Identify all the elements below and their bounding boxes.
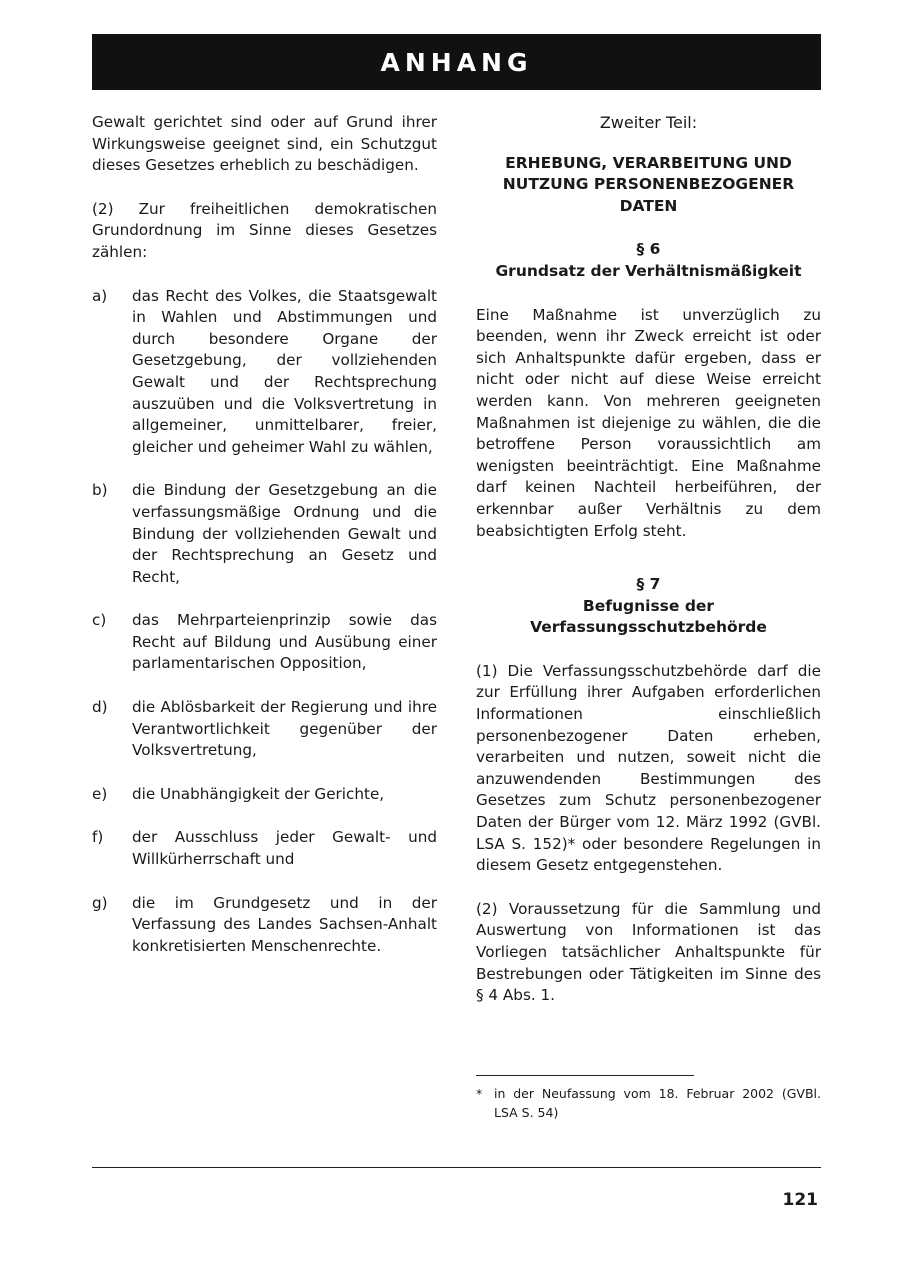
left-column <box>92 112 437 957</box>
footnote <box>476 1084 821 1122</box>
list-item-b <box>92 480 437 588</box>
section-title: Befugnisse der <box>582 596 715 615</box>
section-7-heading <box>476 574 821 639</box>
list-item-text: die Unabhängigkeit der Gerichte, <box>132 784 385 803</box>
list-item-d <box>92 697 437 762</box>
list-item-e <box>92 784 437 806</box>
section-6-heading <box>476 239 821 282</box>
section-7-paragraph-2: (2) Voraussetzung für die Sammlung und Auswertung von Informationen ist das Vorliegen tatsächlicher Anhaltspunkte für Bestrebungen oder Tätigkeiten im Sinne des § 4 Abs. 1. <box>476 899 821 1005</box>
section-title: Grundsatz der Verhältnismäßigkeit <box>495 261 802 280</box>
page-divider <box>92 1167 821 1168</box>
list-item-g <box>92 893 437 958</box>
list-item-text: die Ablösbarkeit der Regierung und ihre Verantwortlichkeit gegenüber der Volksvertretung, <box>132 698 437 760</box>
part-title: Zweiter Teil: <box>599 113 698 132</box>
list-item-label: f) <box>92 828 104 847</box>
section-number: § 6 <box>636 240 661 259</box>
footnote-divider <box>476 1075 694 1076</box>
list-item-text: die Bindung der Gesetzgebung an die verfassungsmäßige Ordnung und die Bindung der vollziehenden Gewalt und der Rechtsprechung an Gesetz und Recht, <box>132 481 437 586</box>
footnote-text: in der Neufassung vom 18. Februar 2002 (GVBl. LSA S. 54) <box>494 1086 821 1120</box>
part-heading-line: NUTZUNG PERSONENBEZOGENER <box>502 175 795 194</box>
list-item-text: das Mehrparteienprinzip sowie das Recht auf Bildung und Ausübung einer parlamentarischen Opposition, <box>132 611 437 673</box>
right-column <box>476 112 821 1007</box>
section-number: § 7 <box>636 575 661 594</box>
part-heading-line: ERHEBUNG, VERARBEITUNG UND <box>505 153 792 172</box>
list-item-text: das Recht des Volkes, die Staatsgewalt in Wahlen und Abstimmungen und durch besondere Organe der Gesetzgebung, der vollziehenden Gewalt und der Rechtsprechung auszuüben und die Volksvertretung in allgemeiner, unmittelbarer, freier, gleicher und geheimer Wahl zu wählen, <box>132 286 437 456</box>
list-item-c <box>92 610 437 675</box>
part-heading <box>476 153 821 218</box>
list-item-label: a) <box>92 286 108 305</box>
page-number: 121 <box>782 1190 818 1210</box>
paragraph-2: (2) Zur freiheitlichen demokratischen Grundordnung im Sinne dieses Gesetzes zählen: <box>92 199 437 261</box>
intro-paragraph: Gewalt gerichtet sind oder auf Grund ihrer Wirkungsweise geeignet sind, ein Schutzgut dieses Gesetzes erheblich zu beschädigen. <box>92 113 437 175</box>
footnote-marker: * <box>476 1086 483 1101</box>
list-item-label: d) <box>92 698 108 717</box>
header-title: ANHANG <box>380 47 533 77</box>
list-item-text: die im Grundgesetz und in der Verfassung des Landes Sachsen-Anhalt konkretisierten Menschenrechte. <box>132 893 437 955</box>
header-bar <box>92 34 821 90</box>
list-item-text: der Ausschluss jeder Gewalt- und Willkürherrschaft und <box>132 828 437 869</box>
list-item-f <box>92 827 437 870</box>
section-7-paragraph-1: (1) Die Verfassungsschutzbehörde darf die zur Erfüllung ihrer Aufgaben erforderlichen Informationen einschließlich personenbezogener Daten erheben, verarbeiten und nutzen, soweit nicht die anzuwendenden Bestimmungen des Gesetzes zum Schutz personenbezogener Daten der Bürger vom 12. März 1992 (GVBl. LSA S. 152)* oder besondere Regelungen in diesem Gesetz entgegenstehen. <box>476 661 821 875</box>
list-item-a <box>92 286 437 459</box>
section-6-text: Eine Maßnahme ist unverzüglich zu beenden, wenn ihr Zweck erreicht ist oder sich Anhaltspunkte dafür ergeben, dass er nicht oder nicht auf diese Weise erreicht werden kann. Von mehreren geeigneten Maßnahmen ist diejenige zu wählen, die die betroffene Person voraussichtlich am wenigsten beeinträchtigt. Eine Maßnahme darf keinen Nachteil herbeiführen, der erkennbar außer Verhältnis zu dem beabsichtigten Erfolg steht. <box>476 305 821 540</box>
list-item-label: e) <box>92 784 108 803</box>
list-item-label: c) <box>92 611 107 630</box>
list-item-label: g) <box>92 893 108 912</box>
section-title: Verfassungsschutzbehörde <box>530 618 767 637</box>
part-heading-line: DATEN <box>619 196 678 215</box>
list-item-label: b) <box>92 481 108 500</box>
